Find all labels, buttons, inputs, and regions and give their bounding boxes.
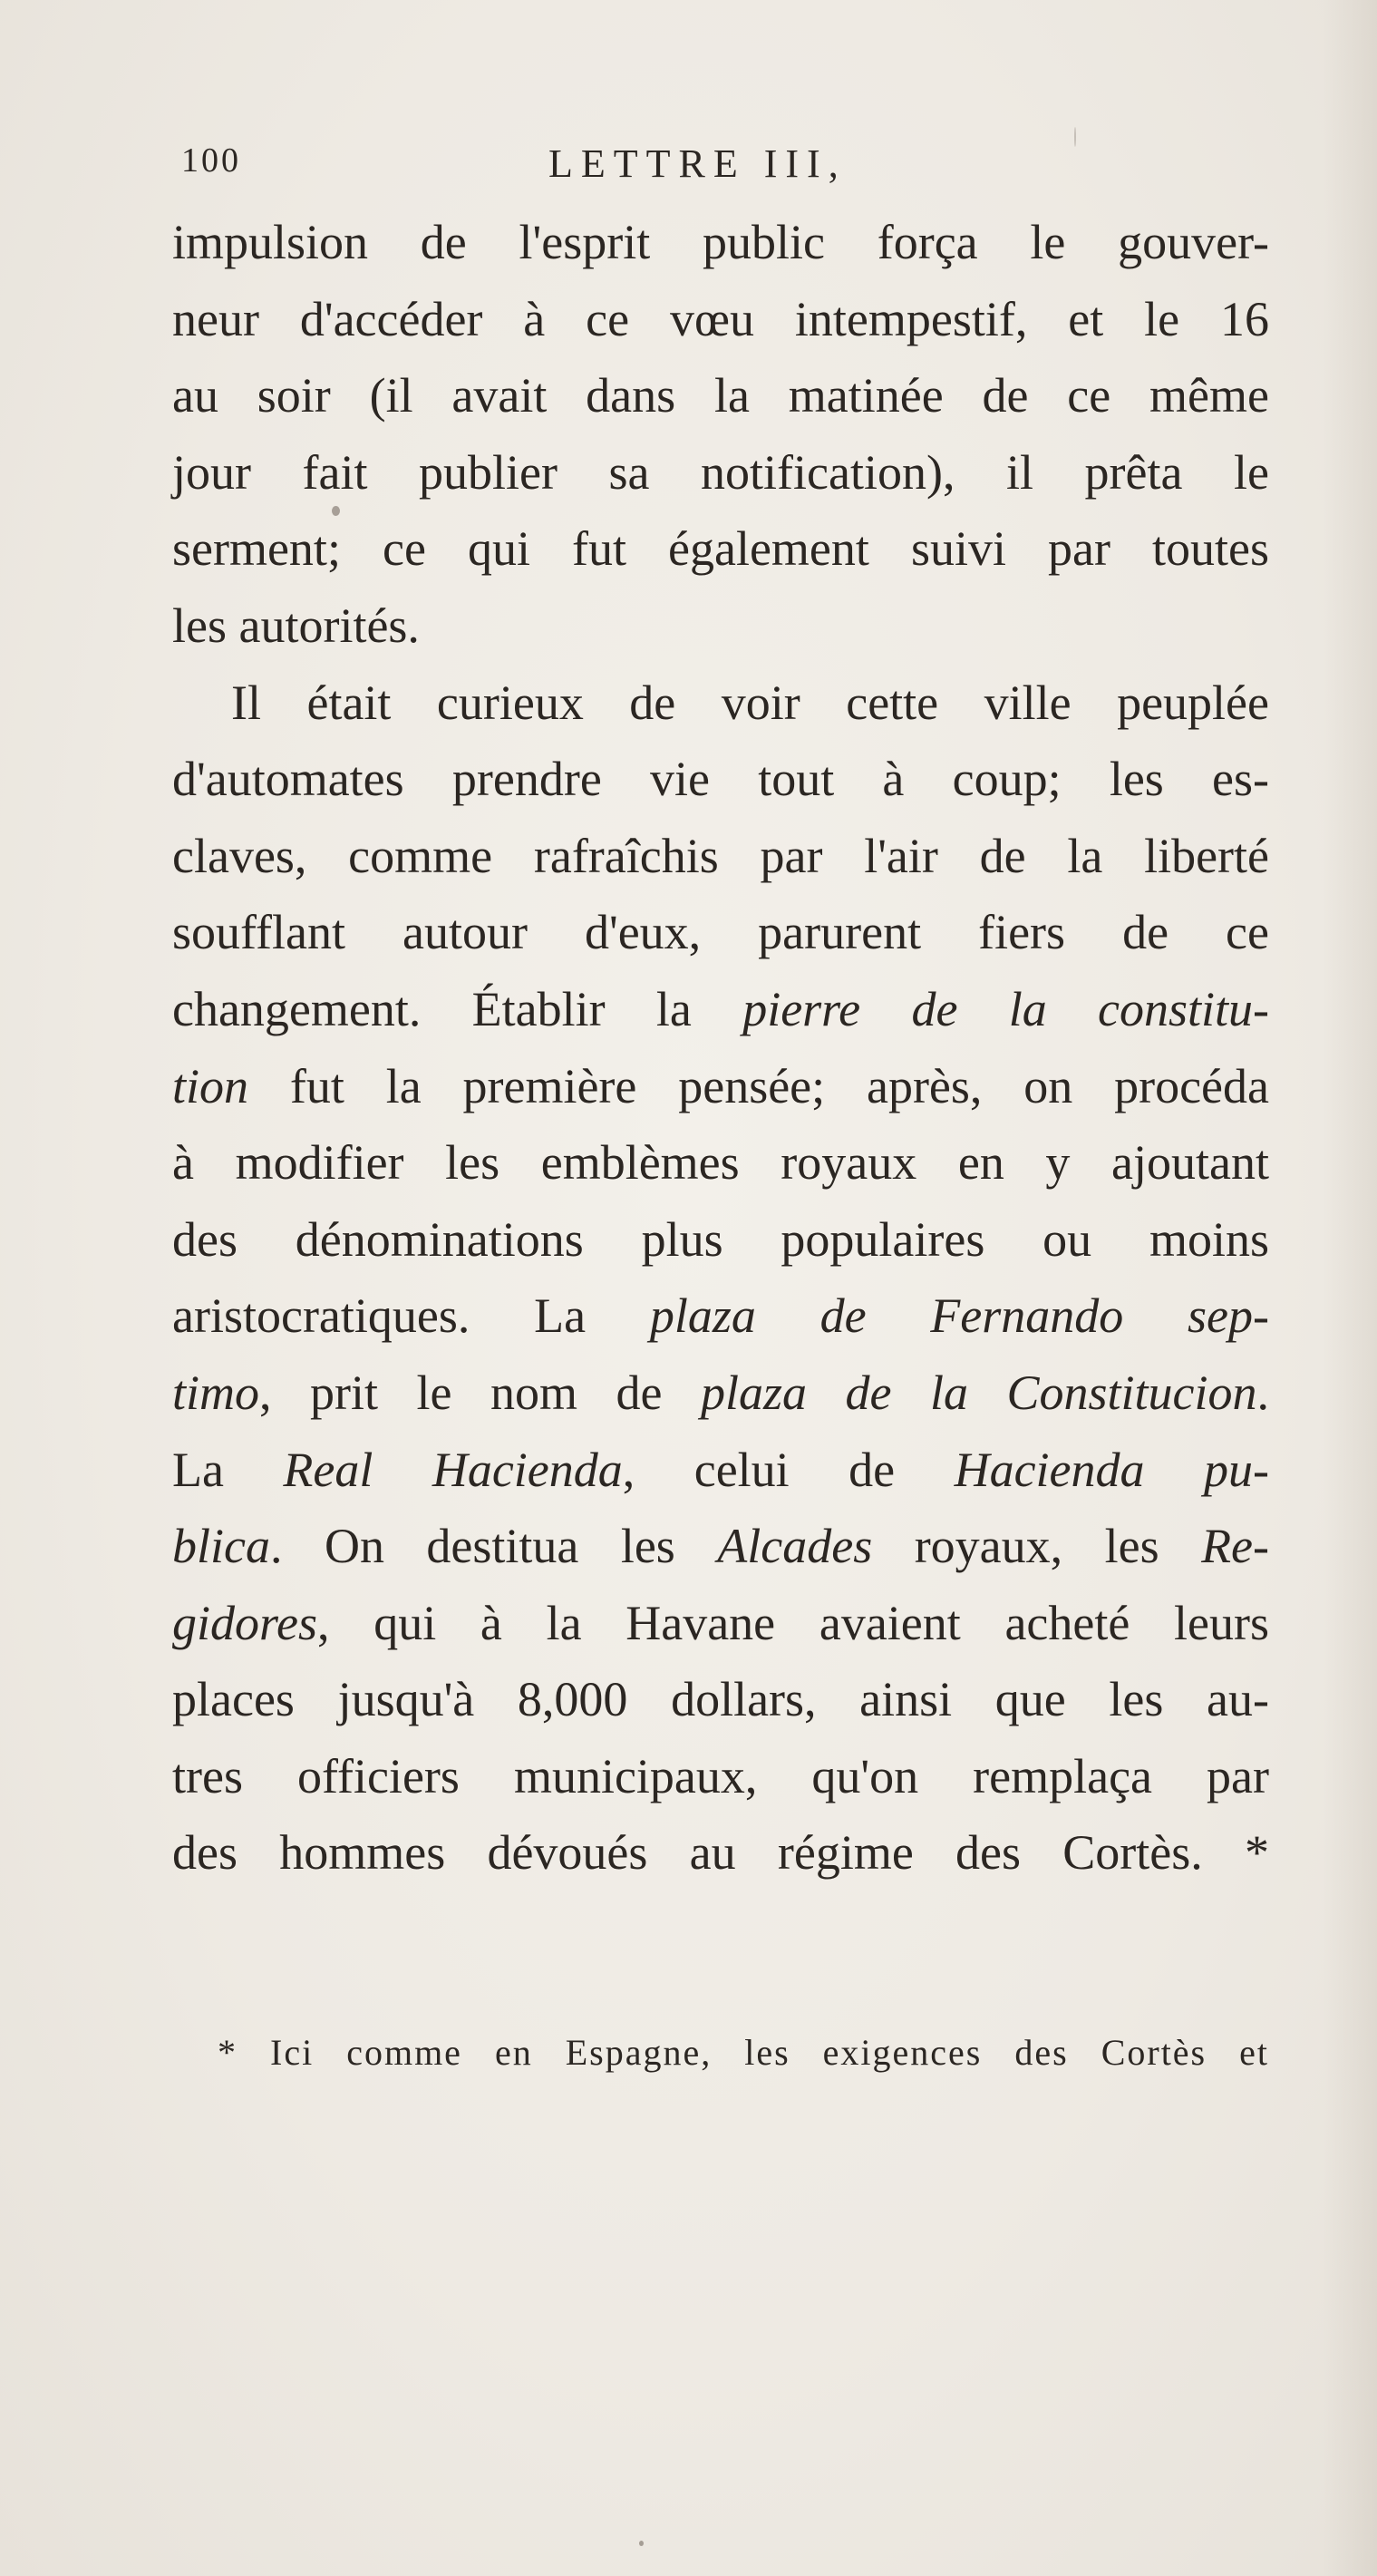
- text-segment: des hommes dévoués au régime des Cortès. *: [172, 1825, 1269, 1881]
- text-line: [172, 510, 1269, 588]
- text-line: [172, 357, 1269, 434]
- ink-speck: [639, 2541, 644, 2546]
- page-edge-shadow: [1323, 0, 1377, 2576]
- text-segment: au soir (il avait dans la matinée de ce même: [172, 368, 1269, 423]
- text-line: [172, 434, 1269, 511]
- text-line: [172, 1278, 1269, 1355]
- italic-segment: pierre de la constitu-: [742, 981, 1269, 1036]
- text-line: [172, 818, 1269, 895]
- text-segment: , celui de: [622, 1442, 955, 1497]
- text-segment: d'automates prendre vie tout à coup; les es-: [172, 752, 1269, 807]
- text-line: [172, 971, 1269, 1048]
- text-line: [172, 1508, 1269, 1585]
- text-line: [172, 665, 1269, 742]
- text-line: [172, 1585, 1269, 1662]
- running-head: [181, 141, 1269, 195]
- text-line: [172, 1814, 1269, 1891]
- text-segment: Il était curieux de voir cette ville peuplée: [231, 675, 1269, 730]
- italic-segment: Real Hacienda: [283, 1442, 623, 1497]
- text-line: [172, 588, 1269, 665]
- italic-segment: timo: [172, 1365, 260, 1420]
- text-segment: des dénominations plus populaires ou moins: [172, 1211, 1269, 1267]
- text-line: [172, 204, 1269, 281]
- footnote: * Ici comme en Espagne, les exigences des Cortès et: [218, 2032, 1269, 2073]
- text-segment: , prit le nom de: [259, 1365, 701, 1420]
- text-segment: La: [172, 1442, 284, 1497]
- text-line: [172, 1738, 1269, 1815]
- ink-speck: [1074, 127, 1076, 147]
- text-segment: changement. Établir la: [172, 981, 743, 1036]
- ink-speck: [332, 506, 340, 516]
- text-segment: serment; ce qui fut également suivi par toutes: [172, 521, 1269, 577]
- italic-segment: Re-: [1201, 1519, 1269, 1574]
- text-line: [172, 894, 1269, 971]
- text-line: [172, 1124, 1269, 1201]
- italic-segment: plaza de la Constitucion: [700, 1365, 1257, 1420]
- text-line: [172, 1048, 1269, 1125]
- text-line: [172, 1661, 1269, 1738]
- text-segment: fut la première pensée; après, on procéda: [248, 1058, 1269, 1113]
- italic-segment: gidores: [172, 1595, 317, 1650]
- text-segment: royaux, les: [872, 1519, 1202, 1574]
- text-line: [172, 741, 1269, 818]
- text-segment: aristocratiques. La: [172, 1288, 650, 1344]
- text-segment: neur d'accéder à ce vœu intempestif, et le 16: [172, 291, 1269, 346]
- text-line: [172, 1201, 1269, 1278]
- running-title: LETTRE III,: [548, 141, 847, 186]
- text-segment: . On destitua les: [269, 1519, 718, 1574]
- text-segment: , qui à la Havane avaient acheté leurs: [317, 1595, 1269, 1650]
- text-line: [172, 1432, 1269, 1509]
- text-segment: à modifier les emblèmes royaux en y ajoutant: [172, 1135, 1269, 1191]
- text-segment: les autorités.: [172, 598, 420, 653]
- text-segment: soufflant autour d'eux, parurent fiers de ce: [172, 905, 1269, 960]
- italic-segment: blica: [172, 1519, 270, 1574]
- italic-segment: tion: [172, 1058, 249, 1113]
- italic-segment: Alcades: [717, 1519, 873, 1574]
- italic-segment: Hacienda pu-: [954, 1442, 1269, 1497]
- text-segment: jour fait publier sa notification), il prêta le: [172, 444, 1269, 500]
- text-segment: impulsion de l'esprit public força le gouver-: [172, 215, 1269, 269]
- text-segment: places jusqu'à 8,000 dollars, ainsi que les au-: [172, 1672, 1269, 1727]
- body-text: [172, 204, 1269, 1891]
- italic-segment: plaza de Fernando sep-: [649, 1288, 1269, 1344]
- text-segment: tres officiers municipaux, qu'on remplaça par: [172, 1748, 1269, 1803]
- page-number: 100: [181, 141, 241, 180]
- text-segment: claves, comme rafraîchis par l'air de la liberté: [172, 828, 1269, 883]
- text-line: [172, 281, 1269, 358]
- text-segment: .: [1256, 1365, 1270, 1420]
- text-line: [172, 1355, 1269, 1432]
